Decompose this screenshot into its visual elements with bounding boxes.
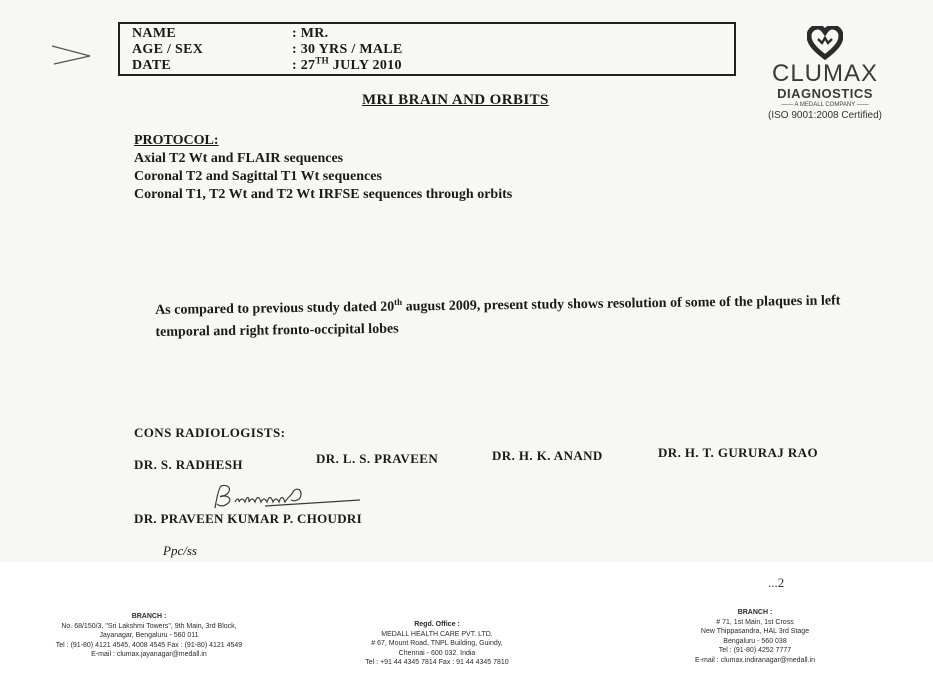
footer-heading: BRANCH :	[131, 613, 167, 620]
finding-text: As compared to previous study dated 20th august 2009, present study shows resolution of some of the plaques in left temporal and right fronto-occipital lobes	[155, 293, 841, 340]
pen-arrow-mark	[50, 40, 96, 70]
footer-heading: BRANCH :	[737, 609, 773, 616]
footer-line: Tel : (91-80) 4121 4545, 4008 4545 Fax : (91-80) 4121 4549	[55, 641, 243, 649]
age-sex-label: AGE / SEX	[132, 42, 204, 57]
logo-certification: (ISO 9001:2008 Certified)	[768, 110, 882, 121]
handwritten-signature	[205, 482, 365, 514]
page-number: ...2	[768, 575, 785, 590]
footer-line: MEDALL HEALTH CARE PVT. LTD.	[381, 630, 493, 638]
signing-radiologist: DR. PRAVEEN KUMAR P. CHOUDRI	[134, 511, 362, 526]
patient-info-box	[118, 22, 736, 76]
logo-subtitle: DIAGNOSTICS	[777, 86, 873, 101]
radiologist-name: DR. S. RADHESH	[134, 457, 243, 472]
age-sex-value: : 30 YRS / MALE	[292, 42, 403, 57]
date-value: : 27TH JULY 2010	[292, 55, 402, 73]
footer-line: E-mail : clumax.indiranagar@medall.in	[695, 656, 815, 664]
footer-line: New Thippasandra, HAL 3rd Stage	[700, 628, 810, 635]
name-label: NAME	[132, 26, 176, 41]
protocol-line: Coronal T2 and Sagittal T1 Wt sequences	[134, 169, 382, 184]
radiologist-name: DR. L. S. PRAVEEN	[316, 451, 439, 466]
footer-line: # 67, Mount Road, TNPL Building, Guindy,	[371, 640, 503, 647]
name-value: : MR.	[292, 26, 329, 41]
footer-line: Jayanagar, Bengaluru - 560 011	[99, 632, 199, 639]
footer-line: Bengaluru - 560 038	[723, 637, 787, 645]
footer-line: # 71, 1st Main, 1st Cross	[716, 618, 794, 626]
logo-tagline: —— A MEDALL COMPANY ——	[781, 102, 869, 108]
footer-line: Tel : (91-80) 4252 7777	[718, 647, 792, 654]
date-row	[132, 55, 402, 74]
footer-line: Chennai - 600 032. India	[398, 649, 476, 657]
clumax-heart-icon	[807, 26, 843, 60]
radiologist-name: DR. H. K. ANAND	[492, 448, 603, 463]
protocol-section	[134, 132, 512, 204]
clumax-logo	[750, 26, 900, 136]
footer-branch-left	[14, 612, 284, 660]
typist-initials: Ppc/ss	[163, 543, 197, 558]
footer-heading: Regd. Office :	[414, 621, 460, 628]
footer-line: Tel : +91 44 4345 7814 Fax : 91 44 4345 7810	[365, 659, 509, 666]
protocol-line: Axial T2 Wt and FLAIR sequences	[134, 151, 344, 166]
age-sex-row	[132, 42, 403, 58]
radiologists-heading: CONS RADIOLOGISTS:	[134, 425, 286, 440]
protocol-line: Coronal T1, T2 Wt and T2 Wt IRFSE sequences through orbits	[134, 187, 513, 202]
logo-name: CLUMAX	[771, 60, 879, 87]
footer-branch-right	[655, 608, 855, 665]
report-title: MRI BRAIN AND ORBITS	[362, 92, 549, 108]
protocol-heading: PROTOCOL:	[134, 133, 219, 148]
radiologist-name: DR. H. T. GURURAJ RAO	[658, 445, 818, 460]
footer-line: E-mail : clumax.jayanagar@medall.in	[91, 651, 207, 658]
footer-regd-office	[322, 620, 552, 668]
date-label: DATE	[132, 58, 172, 73]
name-row	[132, 26, 329, 42]
footer-line: No. 68/150/3, "Sri Lakshmi Towers", 9th Main, 3rd Block,	[61, 622, 237, 630]
